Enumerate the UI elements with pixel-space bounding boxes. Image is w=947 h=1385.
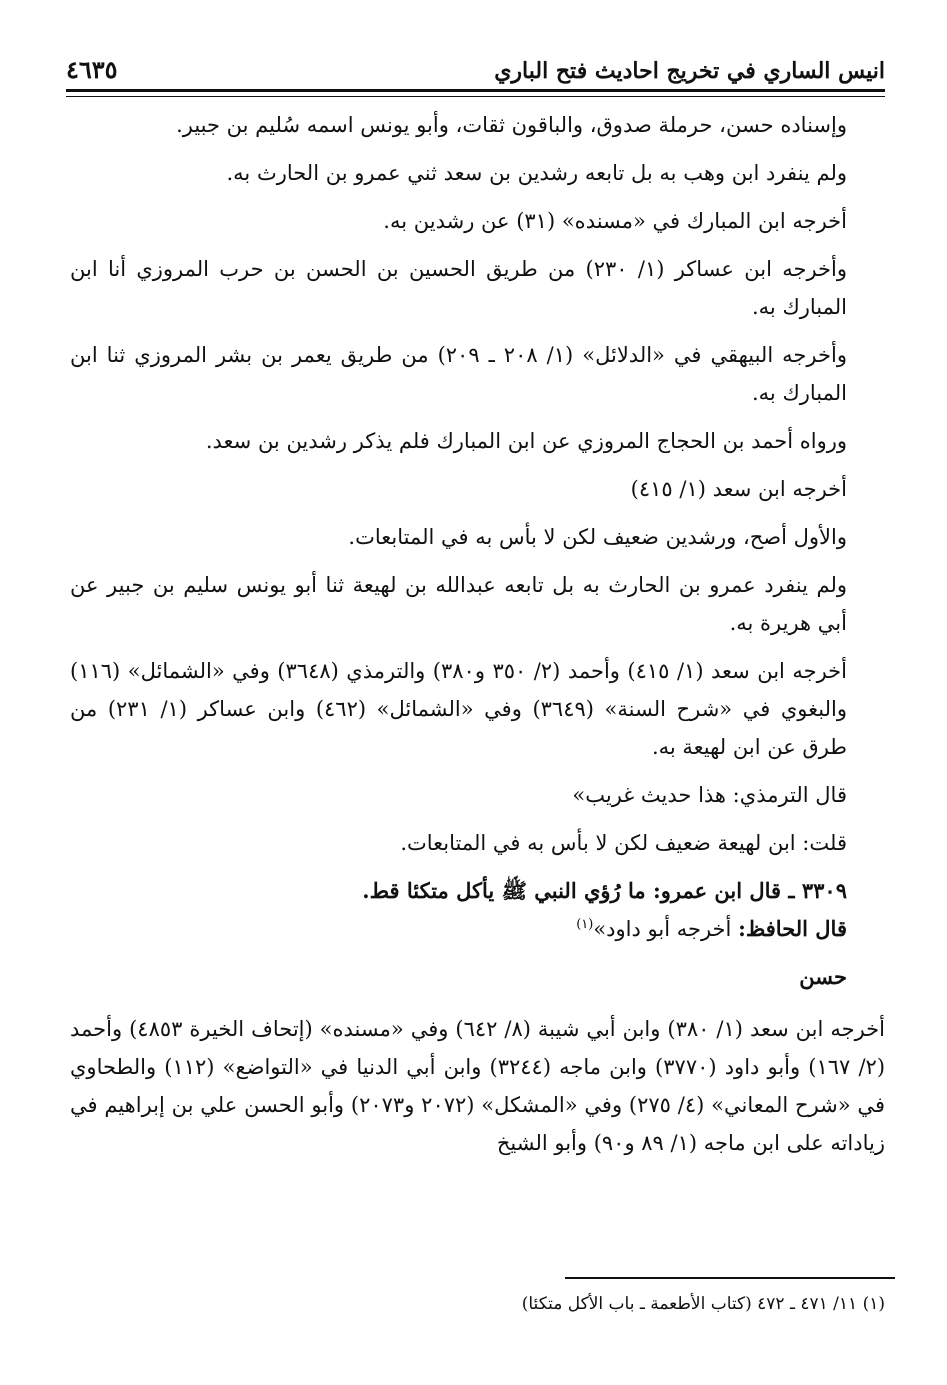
paragraph: أخرجه ابن سعد (١/ ٤١٥) وأحمد (٢/ ٣٥٠ و٣٨٠) والترمذي (٣٦٤٨) وفي «الشمائل» (١١٦) والبغوي في «شرح السنة» (٣٦٤٩) وفي «الشمائل» (٤٦٢) وابن عساكر (١/ ٢٣١) من طرق عن ابن لهيعة به. <box>70 659 847 759</box>
hadith-text: ٣٣٠٩ ـ قال ابن عمرو: ما رُؤي النبي ﷺ يأكل متكئا قط. <box>362 878 847 903</box>
paragraph: وأخرجه ابن عساكر (١/ ٢٣٠) من طريق الحسين بن الحسن بن حرب المروزي أنا ابن المبارك به. <box>70 257 847 319</box>
header-rule <box>66 89 885 97</box>
paragraph: أخرجه ابن المبارك في «مسنده» (٣١) عن رشدين به. <box>383 209 847 233</box>
paragraph: وإسناده حسن، حرملة صدوق، والباقون ثقات، وأبو يونس اسمه سُليم بن جبير. <box>176 113 847 137</box>
hafiz-text: أخرجه أبو داود» <box>593 917 732 941</box>
footnote-marker: (١) <box>576 917 594 932</box>
hafiz-line <box>70 910 885 948</box>
page-body <box>70 106 885 1172</box>
page-header <box>66 48 885 84</box>
paragraph: قال الترمذي: هذا حديث غريب» <box>572 783 847 807</box>
paragraph: ولم ينفرد ابن وهب به بل تابعه رشدين بن سعد ثني عمرو بن الحارث به. <box>226 161 847 185</box>
hafiz-label: قال الحافظ: <box>738 916 847 941</box>
paragraph: أخرجه ابن سعد (١/ ٤١٥) <box>630 477 847 501</box>
paragraph: والأول أصح، ورشدين ضعيف لكن لا بأس به في المتابعات. <box>348 525 847 549</box>
footnote-rule <box>565 1277 895 1279</box>
paragraph: ولم ينفرد عمرو بن الحارث به بل تابعه عبدالله بن لهيعة ثنا أبو يونس سليم بن جبير عن أبي هريرة به. <box>70 573 847 635</box>
page-number: ٤٦٣٥ <box>66 55 118 84</box>
paragraph: وأخرجه البيهقي في «الدلائل» (١/ ٢٠٨ ـ ٢٠٩) من طريق يعمر بن بشر المروزي ثنا ابن المبارك به. <box>70 343 847 405</box>
paragraph: ورواه أحمد بن الحجاج المروزي عن ابن المبارك فلم يذكر رشدين بن سعد. <box>205 429 847 453</box>
paragraph: أخرجه ابن سعد (١/ ٣٨٠) وابن أبي شيبة (٨/ ٦٤٢) وفي «مسنده» (إتحاف الخيرة ٤٨٥٣) وأحمد (٢/ ١٦٧) وأبو داود (٣٧٧٠) وابن ماجه (٣٢٤٤) وابن أبي الدنيا في «التواضع» (١١٢) والطحاوي في «شرح المعاني» (٤/ ٢٧٥) وفي «المشكل» (٢٠٧٢ و٢٠٧٣) وأبو الحسن علي بن إبراهيم في زياداته على ابن ماجه (١/ ٨٩ و٩٠) وأبو الشيخ <box>70 1017 886 1155</box>
footnote: (١) ١١/ ٤٧١ ـ ٤٧٢ (كتاب الأطعمة ـ باب الأكل متكئا) <box>521 1294 885 1314</box>
running-title: انيس الساري في تخريج احاديث فتح الباري <box>494 58 885 84</box>
paragraph: قلت: ابن لهيعة ضعيف لكن لا بأس به في المتابعات. <box>400 831 847 855</box>
grade-heading: حسن <box>799 964 847 989</box>
